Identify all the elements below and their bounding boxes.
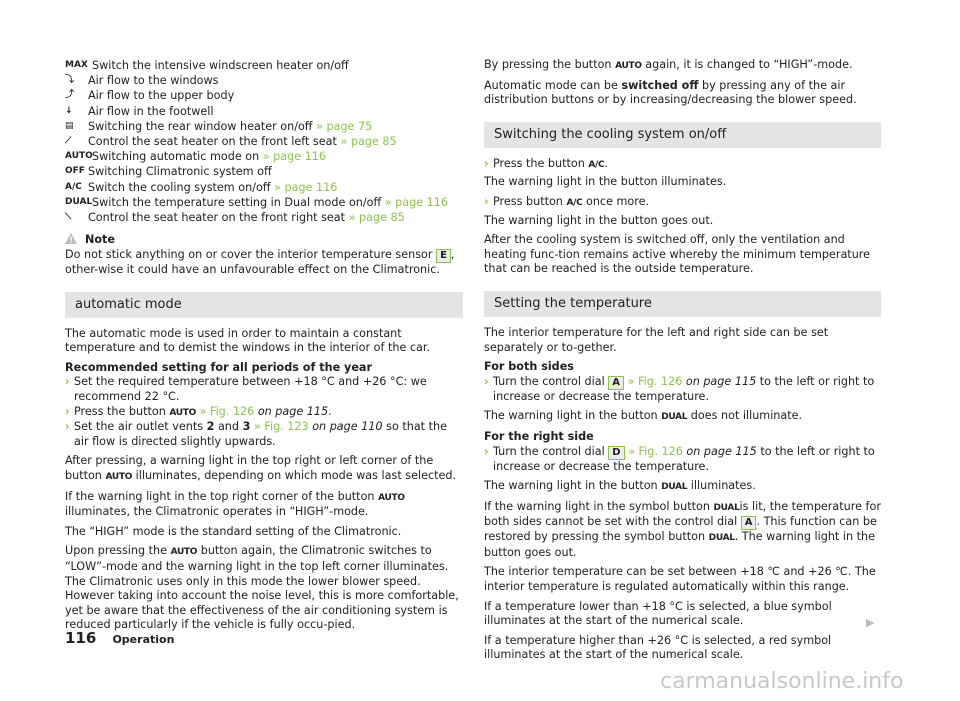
info-icon (65, 233, 77, 244)
auto-icon: AUTO (65, 151, 93, 162)
dual-button-symbol: DUAL (708, 533, 735, 544)
page-link[interactable]: » page 75 (316, 119, 373, 133)
temperature-heading: Setting the temperature (484, 291, 881, 317)
auto-button-symbol: AUTO (378, 492, 405, 503)
bullet-arrow-icon: › (65, 420, 70, 434)
cooling-bullet-2: › Press button A/C once more. (484, 194, 650, 208)
both-sides-bullet: › Turn the control dial A » Fig. 126 on page 115 to the left or right to increase or decrease the temperature. (484, 374, 875, 403)
airflow-footwell-icon: ↓ (65, 105, 73, 116)
symbol-description: Switching Climatronic system off (88, 165, 272, 179)
bullet-arrow-icon: › (484, 444, 489, 458)
symbol-description: Switching automatic mode on » page 116 (92, 150, 327, 164)
airflow-body-icon: ⤴ (65, 90, 75, 101)
ac-button-symbol: A/C (566, 197, 583, 208)
auto-paragraph-3: If the warning light in the top right corner of the button AUTO illuminates, the Climatronic operates in “HIGH”-mode. (65, 489, 405, 519)
automatic-mode-heading: automatic mode (65, 292, 463, 318)
temp-text-6: If a temperature lower than +18 °C is selected, a blue symbol illuminates at the start of the numerical scale. (484, 599, 832, 628)
auto-paragraph-4: The “HIGH” mode is the standard setting of the Climatronic. (65, 524, 402, 538)
symbol-row (65, 88, 463, 103)
off-icon: OFF (65, 166, 85, 177)
auto-button-symbol: AUTO (615, 61, 642, 71)
symbol-row (65, 119, 463, 134)
auto-button-symbol: AUTO (169, 407, 196, 418)
bullet-arrow-icon: › (484, 374, 489, 388)
ac-button-symbol: A/C (588, 159, 605, 170)
symbol-row (65, 164, 463, 179)
right-side-bullet: › Turn the control dial D » Fig. 126 on page 115 to the left or right to increase or decrease the temperature. (484, 444, 875, 473)
cooling-text-3: After the cooling system is switched off, only the ventilation and heating func-tion remains active whereby the minimum temperature that can be reached is the outside temperature. (484, 233, 871, 276)
symbol-description: Switch the intensive windscreen heater on/off (92, 59, 349, 72)
auto-paragraph-2: After pressing, a warning light in the top right or left corner of the button AUTO illuminates, depending on which mode was last selected. (65, 454, 457, 482)
symbol-description: Control the seat heater on the front left seat » page 85 (88, 134, 397, 148)
symbol-row (65, 58, 463, 73)
symbol-row (65, 134, 463, 149)
page-link[interactable]: » page 116 (262, 150, 327, 164)
seat-heater-left-icon: ⟋ (65, 135, 72, 146)
dial-a-box: A (608, 376, 624, 390)
bullet-arrow-icon: › (484, 194, 489, 208)
symbol-row (65, 180, 463, 195)
dual-button-symbol: DUAL (713, 502, 740, 513)
bullet-arrow-icon: › (65, 404, 70, 418)
symbol-row (65, 104, 463, 119)
page-footer (65, 629, 174, 647)
cooling-text-2: The warning light in the button goes out. (484, 213, 714, 227)
right-column (484, 58, 881, 668)
symbol-description: Air flow to the upper body (88, 89, 235, 103)
note-text: Do not stick anything on or cover the interior temperature sensor E , other-wise it could have an unfavourable effect on the Climatronic. (65, 248, 455, 277)
symbol-description: Switch the temperature setting in Dual mode on/off » page 116 (92, 195, 449, 209)
note-block (65, 233, 463, 278)
both-sides-title: For both sides (484, 360, 574, 374)
max-defrost-icon: MAX (65, 60, 88, 70)
cooling-heading: Switching the cooling system on/off (484, 122, 881, 148)
temp-text-2: The warning light in the button DUAL does not illuminate. (484, 409, 803, 423)
fig-126-link[interactable]: » Fig. 126 (199, 404, 255, 418)
temp-text-3: The warning light in the button DUAL illuminates. (484, 479, 756, 493)
rear-window-heater-icon: ▤ (65, 120, 74, 131)
page-link[interactable]: » page 85 (340, 134, 397, 148)
watermark: carmanualsonline.info (660, 669, 904, 694)
page-link[interactable]: » page 116 (274, 180, 338, 194)
dial-a-box: A (741, 516, 757, 530)
symbol-row (65, 195, 463, 210)
page-link[interactable]: » page 85 (348, 210, 405, 224)
sensor-e-box: E (436, 249, 451, 263)
bullet-arrow-icon: › (484, 156, 489, 170)
recommend-bullet-2: › Press the button AUTO » Fig. 126 on page 115. (65, 404, 332, 418)
temp-text-5: The interior temperature can be set between +18 ℃ and +26 ℃. The interior temperature is regulated automatically within this range. (484, 565, 876, 594)
fig-126-link[interactable]: » Fig. 126 (628, 444, 683, 458)
right-side-title: For the right side (484, 429, 594, 443)
fig-123-link[interactable]: » Fig. 123 (253, 420, 309, 434)
fig-126-link[interactable]: » Fig. 126 (627, 374, 683, 388)
dual-icon: DUAL (65, 196, 93, 207)
section-label: Operation (112, 633, 175, 646)
symbol-list (65, 58, 463, 225)
page-number: 116 (65, 629, 97, 647)
continue-arrow-icon: ▶ (866, 616, 875, 629)
auto-button-symbol: AUTO (105, 472, 133, 482)
symbol-description: Switch the cooling system on/off » page 116 (88, 180, 338, 194)
right-paragraph-2: Automatic mode can be switched off by pressing any of the air distribution buttons or by increasing/decreasing the blower speed. (484, 78, 857, 107)
recommend-bullet-1: › Set the required temperature between +18 °C and +26 °C: we recommend 22 °C. (65, 375, 427, 404)
ac-icon: A/C (65, 181, 82, 192)
recommend-title: Recommended setting for all periods of the year (65, 360, 372, 374)
temp-text-1: The interior temperature for the left and right side can be set separately or to-gether. (484, 325, 829, 354)
right-paragraph-1: By pressing the button AUTO again, it is changed to “HIGH”-mode. (484, 58, 853, 71)
symbol-description: Air flow in the footwell (88, 104, 214, 118)
temp-text-7: If a temperature higher than +26 °C is selected, a red symbol illuminates at the start of the numerical scale. (484, 633, 832, 662)
symbol-description: Switching the rear window heater on/off » page 75 (88, 119, 373, 133)
cooling-text-1: The warning light in the button illuminates. (484, 175, 727, 189)
page-link[interactable]: » page 116 (384, 195, 449, 209)
auto-paragraph-5: Upon pressing the AUTO button again, the Climatronic switches to “LOW”-mode and the warning light in the top left corner illuminates. The Climatronic uses only in this mode the lower blower speed. However taking into account the noise level, this is more comfortable, yet be aware that the effectiveness of the air conditioning system is reduced particularly if the vehicle is fully occu-pied. (65, 544, 459, 632)
dual-button-symbol: DUAL (661, 412, 688, 423)
bullet-arrow-icon: › (65, 375, 70, 389)
auto-paragraph-1: The automatic mode is used in order to maintain a constant temperature and to demist the windows in the interior of the car. (65, 326, 431, 355)
airflow-windows-icon: ⤵ (65, 75, 75, 86)
note-title: Note (65, 233, 463, 246)
symbol-row (65, 73, 463, 88)
temp-text-4: If the warning light in the symbol button DUALis lit, the temperature for both sides cannot be set with the control dial A . This function can be restored by pressing the symbol button DUAL. The warning light in the button goes out. (484, 499, 881, 559)
symbol-row (65, 210, 463, 225)
cooling-bullet-1: › Press the button A/C. (484, 156, 608, 170)
auto-button-symbol: AUTO (170, 547, 198, 558)
dual-button-symbol: DUAL (661, 482, 688, 493)
symbol-row (65, 149, 463, 164)
left-column (65, 58, 463, 638)
dial-d-box: D (608, 446, 624, 460)
recommend-bullet-3: › Set the air outlet vents 2 and 3 » Fig. 123 on page 110 so that the air flow is directed slightly upwards. (65, 420, 447, 448)
seat-heater-right-icon: ⟍ (65, 211, 72, 222)
symbol-description: Air flow to the windows (88, 74, 219, 88)
symbol-description: Control the seat heater on the front right seat » page 85 (88, 210, 405, 224)
